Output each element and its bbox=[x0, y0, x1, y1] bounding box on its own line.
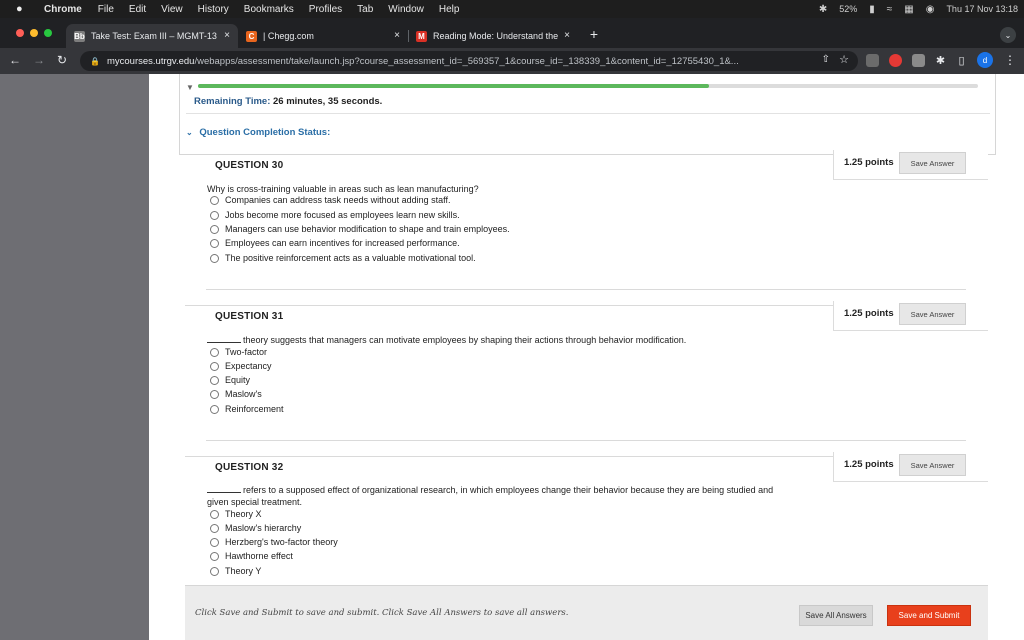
collapse-triangle-icon[interactable]: ▼ bbox=[186, 83, 194, 92]
apple-menu-icon[interactable]: ● bbox=[16, 3, 23, 15]
radio-button[interactable] bbox=[210, 254, 219, 263]
save-answer-button[interactable]: Save Answer bbox=[899, 152, 966, 174]
radio-button[interactable] bbox=[210, 510, 219, 519]
left-gutter bbox=[0, 74, 149, 640]
radio-button[interactable] bbox=[210, 524, 219, 533]
question-text-body: theory suggests that managers can motivate employees by shaping their actions through behavior modification. bbox=[243, 335, 687, 345]
clock[interactable]: Thu 17 Nov 13:18 bbox=[946, 4, 1018, 14]
tab-chegg[interactable] bbox=[238, 24, 408, 48]
puzzle-icon[interactable]: ✱ bbox=[935, 55, 946, 67]
browser-tab-strip bbox=[0, 18, 1024, 48]
answer-option[interactable] bbox=[210, 361, 272, 371]
forward-arrow-icon[interactable]: → bbox=[33, 53, 45, 67]
lock-icon[interactable]: 🔒 bbox=[90, 56, 100, 66]
question-title: QUESTION 30 bbox=[215, 160, 284, 171]
wifi-icon[interactable]: ≈ bbox=[886, 3, 893, 15]
option-label[interactable]: The positive reinforcement acts as a valuable motivational tool. bbox=[225, 253, 476, 263]
menu-file[interactable]: File bbox=[97, 3, 114, 15]
extension-icon[interactable] bbox=[889, 54, 902, 67]
timer-progress-fill bbox=[198, 84, 709, 88]
menu-edit[interactable]: Edit bbox=[128, 3, 147, 15]
option-label[interactable]: Theory Y bbox=[225, 566, 262, 576]
reload-icon[interactable]: ↻ bbox=[56, 53, 68, 67]
option-label[interactable]: Expectancy bbox=[225, 361, 272, 371]
fill-in-blank bbox=[207, 492, 241, 493]
url-host: mycourses.utrgv.edu bbox=[106, 55, 195, 67]
answer-option[interactable] bbox=[210, 375, 250, 385]
radio-button[interactable] bbox=[210, 567, 219, 576]
tab-label: Reading Mode: Understand the bbox=[433, 31, 559, 41]
timer-progress-bar bbox=[198, 84, 978, 88]
menu-tab[interactable]: Tab bbox=[357, 3, 374, 15]
address-bar[interactable] bbox=[80, 51, 858, 71]
tab-label: Take Test: Exam III – MGMT-13 bbox=[91, 31, 217, 41]
question-text bbox=[207, 484, 787, 508]
page-content bbox=[0, 74, 1024, 640]
chevron-down-icon[interactable]: ⌄ bbox=[186, 128, 193, 137]
answer-option[interactable] bbox=[210, 253, 476, 263]
menu-window[interactable]: Window bbox=[388, 3, 424, 15]
question-points: 1.25 points bbox=[844, 157, 894, 168]
option-label[interactable]: Two-factor bbox=[225, 347, 268, 357]
control-center-icon[interactable]: ▦ bbox=[904, 3, 914, 15]
tab-take-test[interactable] bbox=[66, 24, 238, 48]
option-label[interactable]: Herzberg's two-factor theory bbox=[225, 537, 338, 547]
radio-button[interactable] bbox=[210, 362, 219, 371]
answer-option[interactable] bbox=[210, 238, 460, 248]
divider bbox=[186, 113, 990, 114]
question-completion-status[interactable] bbox=[186, 127, 330, 138]
menu-app-name[interactable]: Chrome bbox=[44, 3, 82, 15]
option-label[interactable]: Maslow's hierarchy bbox=[225, 523, 302, 533]
question-points: 1.25 points bbox=[844, 308, 894, 319]
battery-percent[interactable]: 52% bbox=[839, 4, 858, 14]
points-box bbox=[833, 150, 988, 180]
answer-option[interactable] bbox=[210, 347, 267, 357]
radio-button[interactable] bbox=[210, 348, 219, 357]
answer-option[interactable] bbox=[210, 389, 262, 399]
option-label[interactable]: Reinforcement bbox=[225, 404, 284, 414]
option-label[interactable]: Jobs become more focused as employees learn new skills. bbox=[225, 210, 460, 220]
extension-icon[interactable] bbox=[912, 54, 925, 67]
minimize-window-button[interactable] bbox=[30, 29, 38, 37]
remaining-time bbox=[194, 96, 382, 107]
submit-footer bbox=[185, 585, 988, 640]
option-label[interactable]: Maslow's bbox=[225, 389, 262, 399]
remaining-time-label: Remaining Time: bbox=[194, 96, 271, 107]
question-text bbox=[207, 334, 787, 346]
question-text-body: refers to a supposed effect of organizational research, in which employees change their behavior because they are being studied and given special treatment. bbox=[207, 485, 774, 507]
profile-avatar[interactable]: d bbox=[977, 52, 993, 68]
points-box bbox=[833, 301, 988, 331]
answer-option[interactable] bbox=[210, 404, 284, 414]
menu-history[interactable]: History bbox=[197, 3, 229, 15]
bluetooth-icon[interactable]: ✱ bbox=[818, 3, 828, 15]
radio-button[interactable] bbox=[210, 196, 219, 205]
completion-status-label[interactable]: Question Completion Status: bbox=[199, 127, 331, 138]
radio-button[interactable] bbox=[210, 538, 219, 547]
back-arrow-icon[interactable]: ← bbox=[9, 53, 21, 67]
radio-button[interactable] bbox=[210, 552, 219, 561]
radio-button[interactable] bbox=[210, 390, 219, 399]
save-and-submit-button[interactable]: Save and Submit bbox=[887, 605, 971, 626]
close-window-button[interactable] bbox=[16, 29, 24, 37]
save-answer-button[interactable]: Save Answer bbox=[899, 454, 966, 476]
menu-view[interactable]: View bbox=[161, 3, 183, 15]
answer-option[interactable] bbox=[210, 523, 301, 533]
question-divider bbox=[206, 440, 966, 441]
submit-hint: Click Save and Submit to save and submit. Click Save All Answers to save all answers. bbox=[195, 608, 569, 618]
menu-bookmarks[interactable]: Bookmarks bbox=[243, 3, 294, 15]
save-answer-button[interactable]: Save Answer bbox=[899, 303, 966, 325]
browser-toolbar bbox=[0, 48, 1024, 74]
tab-search-chevron-icon[interactable]: ⌄ bbox=[1000, 27, 1016, 43]
remaining-time-value: 26 minutes, 35 seconds. bbox=[273, 96, 383, 107]
answer-option[interactable] bbox=[210, 551, 293, 561]
option-label[interactable]: Employees can earn incentives for increased performance. bbox=[225, 238, 460, 248]
blackboard-favicon-icon: Bb bbox=[74, 31, 85, 41]
radio-button[interactable] bbox=[210, 211, 219, 220]
bookmark-star-icon[interactable]: ☆ bbox=[839, 54, 849, 66]
battery-icon[interactable]: ▮ bbox=[869, 3, 875, 15]
radio-button[interactable] bbox=[210, 376, 219, 385]
points-box bbox=[833, 452, 988, 482]
macos-menu-bar bbox=[0, 0, 1024, 18]
question-text: Why is cross-training valuable in areas such as lean manufacturing? bbox=[207, 184, 479, 194]
answer-option[interactable] bbox=[210, 537, 338, 547]
radio-button[interactable] bbox=[210, 239, 219, 248]
close-tab-icon[interactable]: × bbox=[564, 30, 570, 41]
share-icon[interactable]: ⇧ bbox=[821, 54, 830, 65]
question-title: QUESTION 31 bbox=[215, 311, 284, 322]
radio-button[interactable] bbox=[210, 405, 219, 414]
question-divider bbox=[206, 289, 966, 290]
close-tab-icon[interactable]: × bbox=[394, 30, 400, 41]
zoom-window-button[interactable] bbox=[44, 29, 52, 37]
extension-icon[interactable] bbox=[866, 54, 879, 67]
test-status-panel bbox=[179, 74, 996, 155]
tab-label: | Chegg.com bbox=[263, 31, 314, 41]
save-all-answers-button[interactable]: Save All Answers bbox=[799, 605, 873, 626]
radio-button[interactable] bbox=[210, 225, 219, 234]
option-label[interactable]: Companies can address task needs without adding staff. bbox=[225, 195, 451, 205]
answer-option[interactable] bbox=[210, 509, 262, 519]
close-tab-icon[interactable]: × bbox=[224, 30, 230, 41]
menu-status-area bbox=[819, 0, 1018, 18]
answer-option[interactable] bbox=[210, 210, 460, 220]
option-label[interactable]: Theory X bbox=[225, 509, 262, 519]
menu-help[interactable]: Help bbox=[438, 3, 460, 15]
url-path: /webapps/assessment/take/launch.jsp?course_assessment_id=_569357_1&course_id=_138339_1&content_id=_12755430_1&... bbox=[194, 55, 739, 67]
option-label[interactable]: Equity bbox=[225, 375, 251, 385]
question-title: QUESTION 32 bbox=[215, 462, 284, 473]
option-label[interactable]: Managers can use behavior modification to shape and train employees. bbox=[225, 224, 510, 234]
chegg-favicon-icon: C bbox=[246, 31, 257, 42]
sidepanel-icon[interactable]: ▯ bbox=[958, 55, 965, 67]
new-tab-button[interactable]: + bbox=[589, 26, 599, 42]
answer-option[interactable] bbox=[210, 195, 450, 205]
browser-menu-icon[interactable]: ⋮ bbox=[1004, 53, 1016, 67]
siri-icon[interactable]: ◉ bbox=[925, 3, 935, 15]
question-points: 1.25 points bbox=[844, 459, 894, 470]
option-label[interactable]: Hawthorne effect bbox=[225, 551, 293, 561]
reading-mode-favicon-icon: M bbox=[416, 31, 427, 42]
fill-in-blank bbox=[207, 342, 241, 343]
answer-option[interactable] bbox=[210, 224, 510, 234]
tab-reading-mode[interactable] bbox=[408, 24, 578, 48]
answer-option[interactable] bbox=[210, 566, 261, 576]
menu-profiles[interactable]: Profiles bbox=[308, 3, 343, 15]
